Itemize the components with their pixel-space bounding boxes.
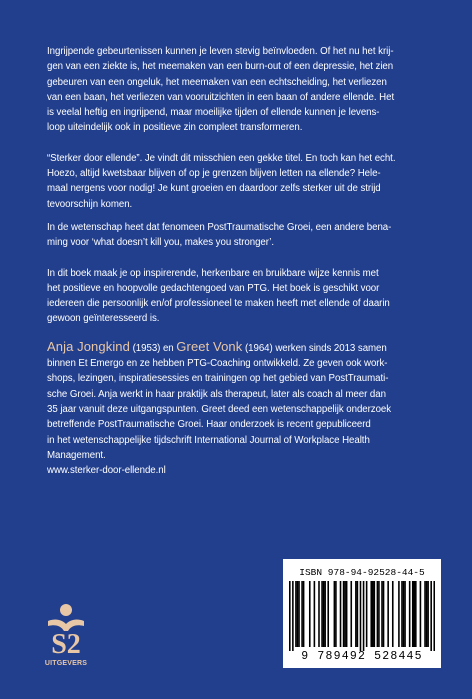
barcode-bar	[401, 581, 403, 647]
barcode-bar	[427, 581, 429, 647]
barcode-bar	[324, 581, 326, 647]
barcode-bar	[295, 581, 297, 647]
barcode-bar	[366, 581, 368, 647]
isbn-barcode	[283, 559, 441, 668]
barcode-bar	[298, 581, 300, 647]
barcode-bar	[392, 581, 394, 647]
barcode-bar	[297, 581, 299, 647]
barcode-bar	[409, 581, 411, 647]
publisher-label: UITGEVERS	[44, 660, 88, 667]
barcode-bar	[357, 581, 359, 647]
text-line: gewoon geïnteresseerd is.	[47, 313, 160, 325]
text-line: maal nergens voor nodig! Je kunt groeien en daardoor zelfs sterker uit de strijd	[47, 183, 381, 195]
text-line: binnen Et Emergo en ze hebben PTG-Coaching ontwikkeld. Ze geven ook work-	[47, 358, 388, 370]
barcode-bar	[335, 581, 337, 647]
barcode-bar	[301, 581, 303, 647]
text-line: In de wetenschap heet dat fenomeen PostTraumatische Groei, een andere bena-	[47, 221, 392, 233]
text-line: Hoezo, altijd kwetsbaar blijven of op je grenzen blijven letten na ellende? Hele-	[47, 168, 381, 180]
barcode-bar	[360, 581, 362, 651]
barcode-bar	[424, 581, 426, 647]
barcode-bar	[381, 581, 383, 647]
text-line: is veelal heftig en ingrijpend, maar moeilijke tijden of ellende kunnen je levens-	[47, 107, 380, 119]
intro-paragraph-4	[47, 266, 432, 327]
barcode-bar	[387, 581, 389, 647]
text-line: shops, lezingen, inspiratiesessies en trainingen op het gebied van PostTraumati-	[47, 373, 389, 385]
intro-paragraph-1	[47, 44, 432, 136]
barcode-bar	[346, 581, 348, 647]
barcode-bar	[344, 581, 346, 647]
barcode-bar	[378, 581, 380, 647]
barcode-bars	[289, 581, 435, 651]
text-line: gen van een ziekte is, het meemaken van een burn-out of een depressie, het zien	[47, 61, 394, 73]
barcode-bar	[403, 581, 405, 647]
barcode-bar	[343, 581, 345, 647]
barcode-bar	[377, 581, 379, 647]
text-line: 35 jaar vanuit deze uitgangspunten. Greet deed een wetenschappelijk onderzoek	[47, 403, 392, 415]
barcode-bar	[355, 581, 357, 647]
barcode-bar	[420, 581, 422, 647]
barcode-bar	[370, 581, 372, 647]
barcode-bar	[318, 581, 320, 647]
barcode-bar	[321, 581, 323, 647]
text-line: in het wetenschappelijke tijdschrift International Journal of Workplace Health	[47, 434, 370, 446]
author-year: (1953) en	[129, 342, 177, 354]
barcode-bar	[372, 581, 374, 647]
barcode-bar	[323, 581, 325, 647]
text-line: iedereen die persoonlijk en/of professioneel te maken heeft met ellende of daarin	[47, 298, 390, 310]
barcode-bar	[350, 581, 352, 647]
text-line: (1964) werken sinds 2013 samen	[242, 342, 387, 354]
intro-paragraph-2	[47, 151, 432, 212]
barcode-bar	[413, 581, 415, 647]
text-line: gebeuren van een ongeluk, het meemaken van een echtscheiding, het verliezen	[47, 76, 387, 88]
barcode-bar	[383, 581, 385, 647]
text-line: van een baan, het verliezen van vooruitzichten in een baan of andere ellende. Het	[47, 91, 395, 103]
svg-text:S2: S2	[51, 629, 81, 660]
barcode-bar	[404, 581, 406, 647]
barcode-bar	[415, 581, 417, 647]
text-line: In dit boek maak je op inspirerende, herkenbare en bruikbare wijze kennis met	[47, 267, 379, 279]
barcode-bar	[363, 581, 365, 651]
barcode-bar	[309, 581, 311, 647]
back-cover-text	[47, 44, 432, 478]
barcode-bar	[314, 581, 316, 647]
barcode-bar	[430, 581, 432, 651]
text-line: Management.	[47, 449, 106, 461]
barcode-bar	[433, 581, 435, 651]
barcode-bar	[340, 581, 342, 647]
text-line: “Sterker door ellende”. Je vindt dit misschien een gekke titel. En toch kan het echt.	[47, 152, 396, 164]
barcode-bar	[334, 581, 336, 647]
barcode-bar	[327, 581, 329, 647]
author-name-anja: Anja Jongkind	[47, 338, 130, 354]
text-line: ming voor ‘what doesn’t kill you, makes you stronger’.	[47, 237, 275, 249]
isbn-label: ISBN 978-94-92528-44-5	[299, 567, 425, 578]
text-line: sche Groei. Anja werkt in haar praktijk als therapeut, later als coach al meer dan	[47, 388, 386, 400]
barcode-bar	[374, 581, 376, 647]
text-line: loop uiteindelijk ook in positieve zin compleet transformeren.	[47, 122, 303, 134]
barcode-bar	[292, 581, 294, 651]
barcode-bar	[412, 581, 414, 647]
barcode-bar	[426, 581, 428, 647]
barcode-digits: 9 789492 528445	[301, 650, 423, 663]
website-link[interactable]: www.sterker-door-ellende.nl	[47, 465, 166, 477]
barcode-bar	[303, 581, 305, 647]
barcode-bar	[289, 581, 291, 651]
text-line: tevoorschijn komen.	[47, 198, 133, 210]
person-s2-logo-icon	[38, 603, 94, 679]
barcode-bar	[398, 581, 400, 647]
text-line: Ingrijpende gebeurtenissen kunnen je leven stevig beïnvloeden. Of het nu het krij-	[47, 46, 394, 57]
text-line: het positieve en hoopvolle gedachtengoed van PTG. Het boek is geschikt voor	[47, 282, 380, 294]
author-name-greet: Greet Vonk	[176, 338, 243, 354]
text-line: betreffende PostTraumatische Groei. Haar onderzoek is recent gepubliceerd	[47, 419, 371, 431]
author-bio	[47, 339, 432, 463]
intro-paragraph-3	[47, 220, 432, 251]
